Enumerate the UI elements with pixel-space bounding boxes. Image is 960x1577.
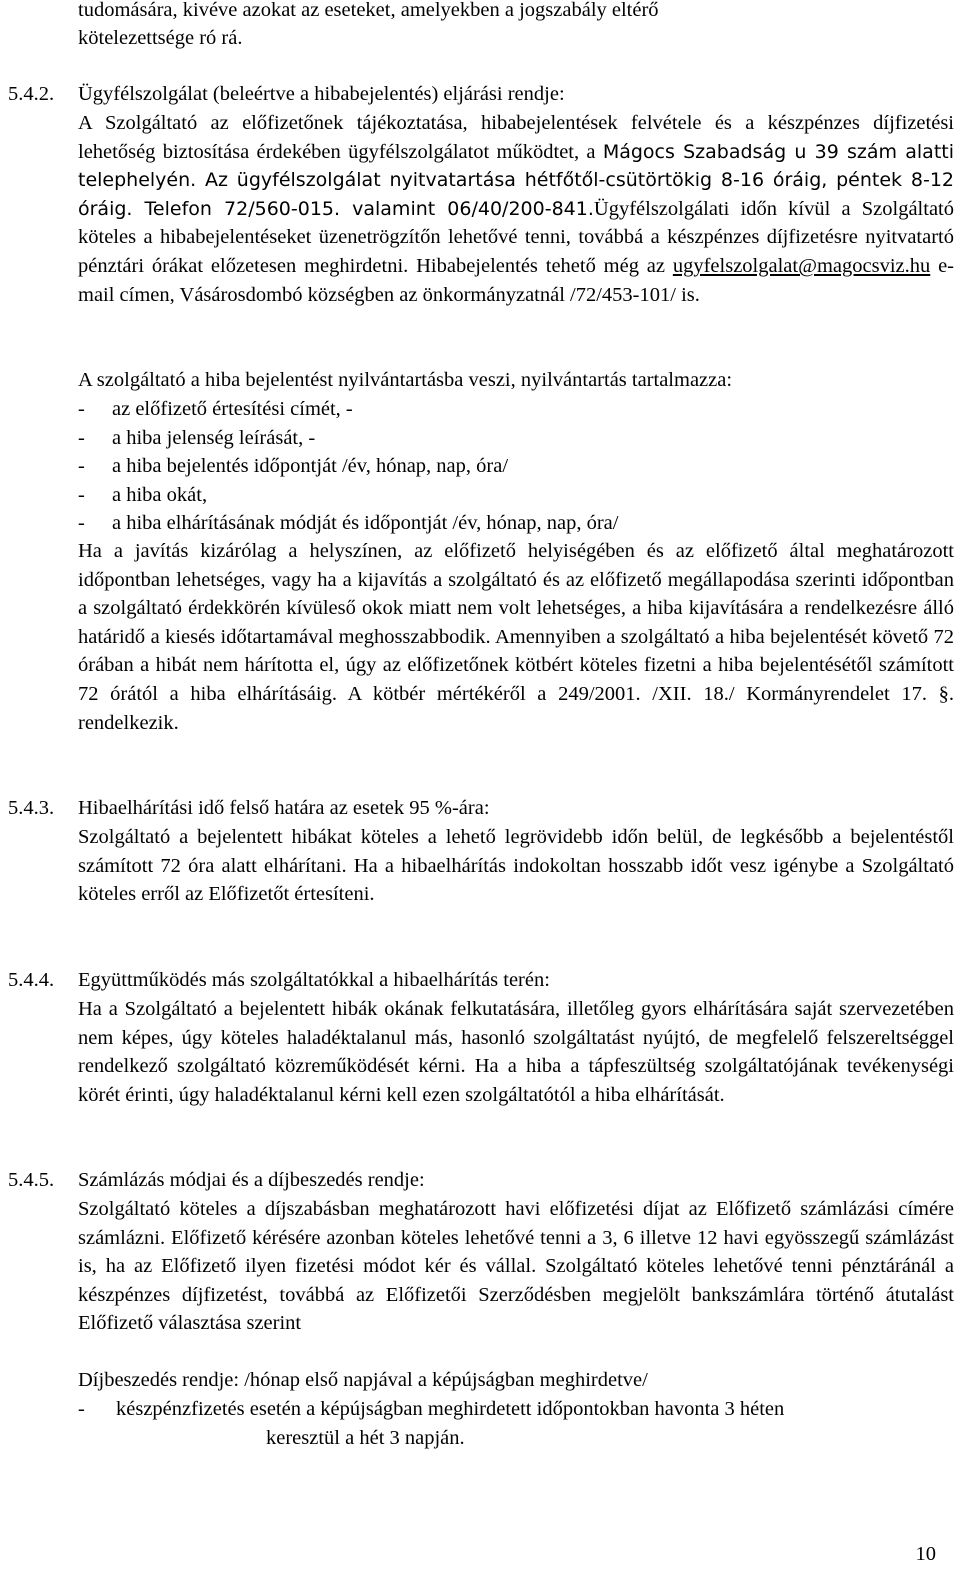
intro-paragraph: [78, 0, 954, 25]
section-5-4-5-body: [78, 1195, 954, 1338]
paragraph-text: A Szolgáltató az előfizetőnek tájékoztatása, hibabejelentések felvétele és a készpénzes díjfizetési lehetőség biztosítása érdekében ügyfélszolgálatot működtet, a: [78, 112, 954, 163]
list-item-text: az előfizető értesítési címét, -: [112, 398, 353, 420]
section-title: Hibaelhárítási idő felső határa az esetek 95 %-ára:: [78, 797, 490, 819]
intro-line-2: kötelezettsége ró rá.: [78, 27, 243, 49]
section-title: Együttműködés más szolgáltatókkal a hibaelhárítás terén:: [78, 969, 550, 991]
section-number: 5.4.3.: [8, 797, 55, 819]
section-5-4-5-heading: [8, 1166, 954, 1195]
list-item: [78, 452, 954, 481]
dash-marker: -: [78, 398, 85, 420]
registry-intro: [78, 366, 954, 395]
page-number: 10: [915, 1543, 936, 1565]
dash-marker: -: [78, 426, 85, 449]
list-item: [78, 395, 954, 424]
section-5-4-4-heading: [8, 966, 954, 995]
intro-line-1: tudomására, kivéve azokat az eseteket, amelyekben a jogszabály eltérő: [78, 0, 659, 21]
repair-paragraph: [78, 537, 954, 737]
list-item: [78, 481, 954, 510]
section-5-4-3-heading: [8, 794, 954, 823]
registry-list: [78, 395, 954, 538]
section-5-4-2-heading: [8, 80, 954, 109]
paragraph-text: Díjbeszedés rendje: /hónap első napjával a képújságban meghirdetve/: [78, 1369, 648, 1391]
section-number: 5.4.2.: [8, 83, 55, 105]
section-title: Ügyfélszolgálat (beleértve a hibabejelentés) eljárási rendje:: [78, 83, 565, 105]
list-item-text: a hiba elhárításának módját és időpontját /év, hónap, nap, óra/: [112, 512, 619, 535]
section-number: 5.4.4.: [8, 969, 55, 991]
paragraph-text: Szolgáltató köteles a díjszabásban meghatározott havi előfizetési díjat az Előfizető számlázási címére számlázni. Előfizető kérésére azonban köteles lehetővé tenni a 3, 6 illetve 12 havi egyösszegű számlázást is, ha az Előfizető ilyen fizetési módot kér és vállal. Szolgáltató köteles lehetővé tenni pénztáránál a készpénzes díjfizetést, továbbá az Előfizetői Szerződésben megjelölt bankszámlára történő átutalást Előfizető választása szerint: [78, 1198, 954, 1335]
paragraph-text: Ha a Szolgáltató a bejelentett hibák okának felkutatására, illetőleg gyors elhárítására saját szervezetében nem képes, úgy köteles haladéktalanul más, hasonló szolgáltatást nyújtó, de megfelelő felszereltséggel rendelkező szolgáltató közreműködését kérni. Ha a hiba a tápfeszültség szolgáltatójának tevékenységi körét érinti, úgy haladéktalanul kérni kell ezen szolgáltatótól a hiba elhárítását.: [78, 998, 954, 1106]
list-item: [78, 424, 954, 453]
list-item-text: készpénzfizetés esetén a képújságban meghirdetett időpontokban havonta 3 héten: [116, 1398, 785, 1420]
dash-marker: -: [78, 483, 85, 506]
intro-paragraph-end: [78, 24, 954, 53]
list-item: [78, 509, 954, 538]
paragraph-text: Szolgáltató a bejelentett hibákat köteles a lehető legrövidebb időn belül, de legkésőbb a bejelentéstől számított 72 óra alatt elhárítani. Ha a hibaelhárítás indokoltan hosszabb időt vesz igénybe a Szolgáltató köteles erről az Előfizetőt értesíteni.: [78, 826, 954, 906]
list-item-text: a hiba jelenség leírását, -: [112, 426, 316, 449]
list-item-text: keresztül a hét 3 napján.: [266, 1427, 465, 1449]
collection-order: [78, 1366, 954, 1395]
email-link[interactable]: ugyfelszolgalat@magocsviz.hu: [672, 254, 931, 277]
list-item-text: a hiba okát,: [112, 483, 208, 506]
paragraph-text: Mágocs Szabadság u 39 szám alatti telephelyén. Az ügyfélszolgálat nyitvatartása hétfőtől-csütörtökig 8-16 óráig, péntek 8-12 óráig. Telefon 72/560-015. valamint 06/40/200-841.: [78, 140, 955, 220]
section-5-4-2-body: [78, 109, 954, 309]
paragraph-text: Ha a javítás kizárólag a helyszínen, az előfizető helyiségében és az előfizető által meghatározott időpontban lehetséges, vagy ha a kijavítás a szolgáltató és az előfizető megállapodása szerinti időpontban a szolgáltató érdekkörén kívüleső okok miatt nem volt lehetséges, a hiba kijavítására a rendelkezésre álló határidő a kiesés időtartamával meghosszabbodik. Amennyiben a szolgáltató a hiba bejelentését követő 72 órában a hibát nem hárította el, úgy az előfizetőnek kötbért köteles fizetni a hiba bejelentésétől számított 72 órától a hiba elhárításáig. A kötbér mértékéről a 249/2001. /XII. 18./ Kormányrendelet 17. §. rendelkezik.: [78, 540, 954, 734]
list-item-continuation: [266, 1424, 866, 1453]
paragraph-text: e-mail címen, Vásárosdombó községben az önkormányzatnál /72/453-101/ is.: [78, 254, 955, 306]
dash-marker: -: [78, 512, 85, 535]
list-item-text: a hiba bejelentés időpontját /év, hónap, nap, óra/: [112, 455, 509, 478]
paragraph-text: Ügyfélszolgálati időn kívül a Szolgáltató köteles a hibabejelentéseket üzenetrögzítőn lehetővé tenni, továbbá a készpénzes díjfizetésre nyitvatartó pénztári órákat előzetesen meghirdetni. Hibabejelentés tehető még az: [78, 197, 954, 277]
section-number: 5.4.5.: [8, 1169, 55, 1191]
dash-marker: -: [78, 455, 85, 478]
section-5-4-4-body: [78, 995, 954, 1109]
dash-marker: -: [78, 1398, 85, 1420]
section-5-4-3-body: [78, 823, 954, 909]
paragraph-text: A szolgáltató a hiba bejelentést nyilvántartásba veszi, nyilvántartás tartalmazza:: [78, 369, 733, 391]
section-title: Számlázás módjai és a díjbeszedés rendje:: [78, 1169, 425, 1191]
